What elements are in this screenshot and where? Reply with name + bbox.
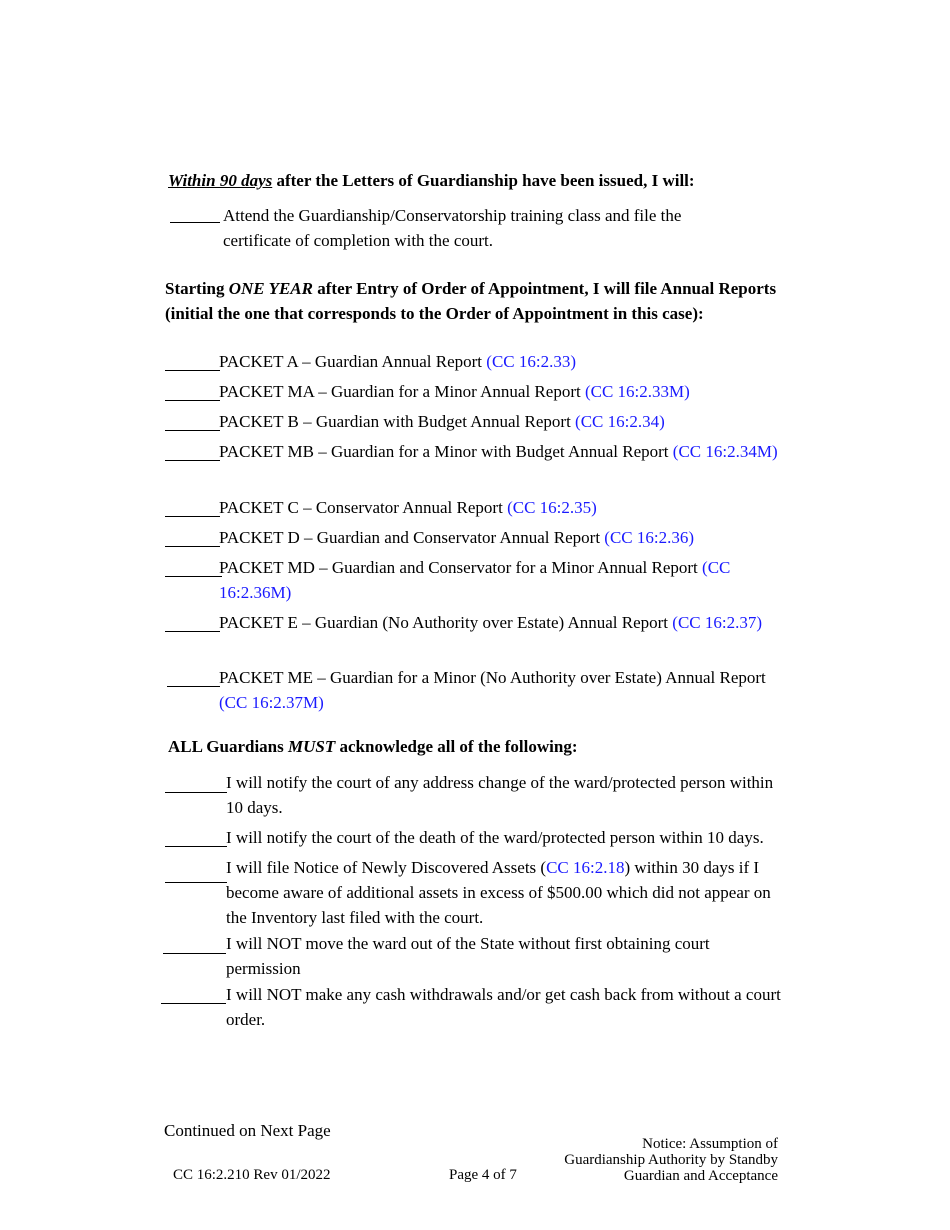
packet-md-text: PACKET MD – Guardian and Conservator for a Minor Annual Report [219,558,703,577]
packet-mb-ref[interactable]: (CC 16:2.34M) [672,442,778,461]
packet-d-ref[interactable]: (CC 16:2.36) [604,528,695,547]
continued-note: Continued on Next Page [164,1121,331,1140]
ack-assets-ref[interactable]: CC 16:2.18 [546,858,625,877]
within-90-heading [168,168,808,193]
initial-blank-ack-move[interactable] [163,953,226,954]
packet-a-text: PACKET A – Guardian Annual Report [219,352,487,371]
initial-blank-packet-mb[interactable] [165,460,220,461]
form-title-line-3: Guardian and Acceptance [623,1168,778,1184]
packet-mb [219,439,779,464]
initial-blank-packet-ma[interactable] [165,400,220,401]
ack-death-text: I will notify the court of the death of the ward/protected person within 10 days. [226,828,764,847]
ack-new-assets [226,855,791,930]
initial-blank-packet-me[interactable] [167,686,220,687]
annual-reports-heading [165,276,815,326]
packet-a-ref[interactable]: (CC 16:2.33) [486,352,577,371]
initial-blank-packet-c[interactable] [165,516,220,517]
form-title-line-1: Notice: Assumption of [642,1136,778,1152]
packet-e-text: PACKET E – Guardian (No Authority over Estate) Annual Report [219,613,673,632]
form-title-line-2: Guardianship Authority by Standby [564,1152,778,1168]
packet-ma-text: PACKET MA – Guardian for a Minor Annual Report [219,382,585,401]
packet-ma [219,379,779,404]
acknowledge-prefix: ALL Guardians [168,737,288,756]
annual-heading-rest: after Entry of Order of Appointment, I will file Annual Reports (initial the one that corresponds to the Order of Appointment in this case): [165,279,777,323]
packet-mb-text: PACKET MB – Guardian for a Minor with Budget Annual Report [219,442,673,461]
form-number: CC 16:2.210 Rev 01/2022 [173,1167,331,1183]
packet-me-text: PACKET ME – Guardian for a Minor (No Authority over Estate) Annual Report [219,668,766,687]
packet-b-text: PACKET B – Guardian with Budget Annual Report [219,412,576,431]
form-title [520,1136,778,1184]
packet-b [219,409,779,434]
packet-b-ref[interactable]: (CC 16:2.34) [575,412,665,431]
training-item: Attend the Guardianship/Conservatorship training class and file the certificate of completion with the court. [223,206,682,250]
acknowledge-rest: acknowledge all of the following: [335,737,578,756]
packet-c-ref[interactable]: (CC 16:2.35) [507,498,597,517]
acknowledge-emphasis: MUST [288,737,336,756]
initial-blank-ack-death[interactable] [165,846,227,847]
packet-c [219,495,779,520]
ack-cash-text: I will NOT make any cash withdrawals and/or get cash back from without a court order. [226,985,781,1029]
ack-address-change [226,770,786,820]
initial-blank-ack-address[interactable] [165,792,227,793]
initial-blank-packet-b[interactable] [165,430,220,431]
packet-me-ref[interactable]: (CC 16:2.37M) [219,693,324,712]
ack-address-text: I will notify the court of any address change of the ward/protected person within 10 days. [226,773,774,817]
page-number: Page 4 of 7 [449,1167,517,1183]
ack-assets-before: I will file Notice of Newly Discovered Assets ( [226,858,547,877]
acknowledge-heading [168,734,808,759]
initial-blank-ack-assets[interactable] [165,882,227,883]
initial-blank-packet-md[interactable] [165,576,222,577]
annual-heading-prefix: Starting [165,279,229,298]
packet-d [219,525,779,550]
packet-e-ref[interactable]: (CC 16:2.37) [672,613,763,632]
packet-e [219,610,779,635]
packet-d-text: PACKET D – Guardian and Conservator Annual Report [219,528,605,547]
within-90-heading-rest: after the Letters of Guardianship have been issued, I will: [272,171,695,190]
initial-blank-ack-cash[interactable] [161,1003,226,1004]
ack-move-ward [226,931,786,981]
packet-a [219,349,779,374]
initial-blank-packet-e[interactable] [165,631,220,632]
ack-death [226,825,801,850]
ack-cash [226,982,786,1032]
within-90-emphasis: Within 90 days [168,171,273,190]
packet-ma-ref[interactable]: (CC 16:2.33M) [584,382,690,401]
annual-heading-emphasis: ONE YEAR [228,279,313,298]
initial-blank-training[interactable] [170,222,220,223]
packet-me [219,665,779,715]
ack-assets-after: ) within 30 days if I become aware of additional assets in excess of $500.00 which did not appear on the Inventory last filed with the court. [226,858,771,927]
packet-md [219,555,779,605]
packet-md-ref[interactable]: (CC 16:2.36M) [219,558,731,602]
ack-move-text: I will NOT move the ward out of the State without first obtaining court permission [226,934,710,978]
initial-blank-packet-d[interactable] [165,546,220,547]
packet-c-text: PACKET C – Conservator Annual Report [219,498,508,517]
initial-blank-packet-a[interactable] [165,370,220,371]
